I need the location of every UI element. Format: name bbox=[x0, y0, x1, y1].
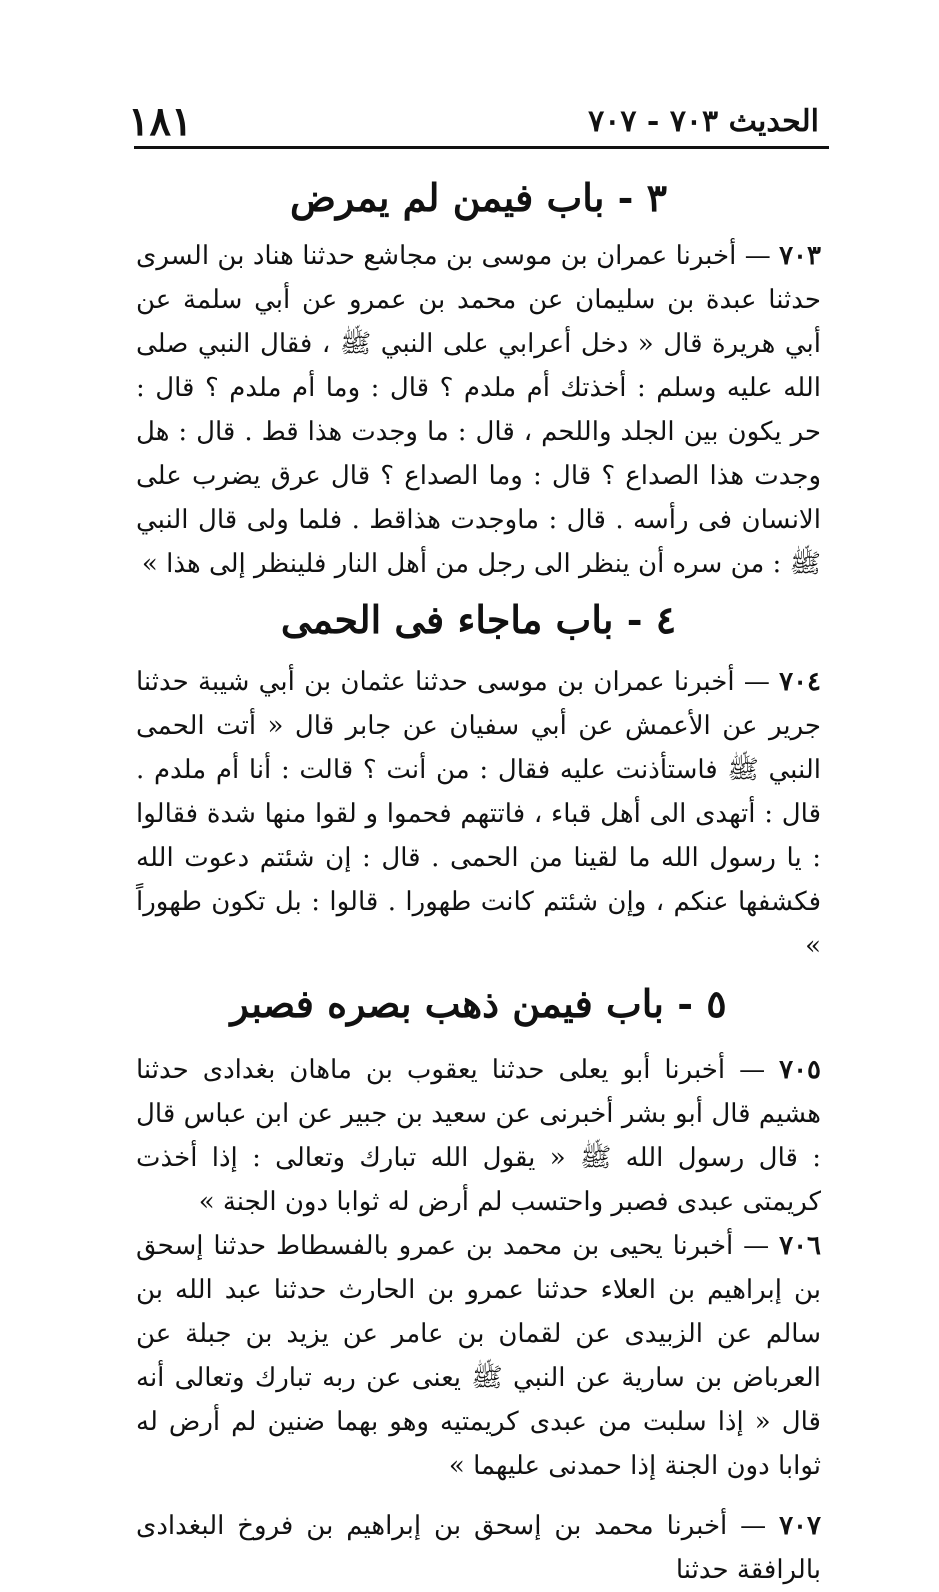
header-divider bbox=[134, 146, 829, 149]
hadith-number: ٧٠٦ bbox=[779, 1231, 822, 1261]
hadith-paragraph bbox=[136, 234, 821, 586]
hadith-text: أخبرنا أبو يعلى حدثنا يعقوب بن ماهان بغدادى حدثنا هشيم قال أبو بشر أخبرنى عن سعيد بن جبير عن ابن عباس قال : قال رسول الله ﷺ « يقول الله تبارك وتعالى : إذا أخذت كريمتى عبدى فصبر واحتسب لم أرض له ثوابا دون الجنة » bbox=[136, 1055, 821, 1217]
chapter-heading: ٥ - باب فيمن ذهب بصره فصبر bbox=[230, 981, 727, 1026]
hadith-number: ٧٠٥ bbox=[779, 1055, 822, 1085]
chapter-heading: ٤ - باب ماجاء فى الحمى bbox=[280, 597, 677, 642]
page-body bbox=[136, 164, 821, 1592]
hadith-text: أخبرنا عمران بن موسى بن مجاشع حدثنا هناد بن السرى حدثنا عبدة بن سليمان عن محمد بن عمرو عن أبي سلمة عن أبي هريرة قال « دخل أعرابي على النبي ﷺ ، فقال النبي صلى الله عليه وسلم : أخذتك أم ملدم ؟ قال : وما أم ملدم ؟ قال : حر يكون بين الجلد واللحم ، قال : ما وجدت هذا قط . قال : هل وجدت هذا الصداع ؟ قال : وما الصداع ؟ قال عرق يضرب على الانسان فى رأسه . قال : ماوجدت هذاقط . فلما ولى قال النبي ﷺ : من سره أن ينظر الى رجل من أهل النار فلينظر إلى هذا » bbox=[136, 241, 821, 579]
hadith-dash: — bbox=[736, 241, 771, 271]
hadith-paragraph bbox=[136, 1048, 821, 1224]
hadith-text: أخبرنا يحيى بن محمد بن عمرو بالفسطاط حدثنا إسحق بن إبراهيم بن العلاء حدثنا عمرو بن الحارث حدثنا عبد الله بن سالم عن الزبيدى عن لقمان بن عامر عن يزيد بن جبلة عن العرباض بن سارية عن النبي ﷺ يعنى عن ربه تبارك وتعالى أنه قال « إذا سلبت من عبدى كريمتيه وهو بهما ضنين لم أرض له ثوابا دون الجنة إذا حمدنى عليهما » bbox=[136, 1231, 821, 1481]
running-header bbox=[128, 92, 819, 144]
hadith-dash: — bbox=[725, 1055, 766, 1085]
hadith-dash: — bbox=[734, 667, 770, 697]
page-number: ١٨١ bbox=[128, 98, 193, 145]
hadith-dash: — bbox=[733, 1231, 770, 1261]
hadith-number: ٧٠٣ bbox=[779, 241, 821, 271]
hadith-paragraph bbox=[136, 660, 821, 968]
hadith-number: ٧٠٧ bbox=[779, 1511, 821, 1541]
hadith-paragraph bbox=[136, 1224, 821, 1488]
hadith-text: أخبرنا عمران بن موسى حدثنا عثمان بن أبي شيبة حدثنا جرير عن الأعمش عن أبي سفيان عن جابر قال « أتت الحمى النبي ﷺ فاستأذنت عليه فقال : من أنت ؟ قالت : أنا أم ملدم . قال : أتهدى الى أهل قباء ، فاتتهم فحموا و لقوا منها شدة فقالوا : يا رسول الله ما لقينا من الحمى . قال : إن شئتم دعوت الله فكشفها عنكم ، وإن شئتم كانت طهورا . قالوا : بل تكون طهوراً » bbox=[136, 667, 821, 961]
running-header-title: الحديث ٧٠٣ - ٧٠٧ bbox=[588, 104, 819, 139]
hadith-paragraph bbox=[136, 1504, 821, 1592]
hadith-number: ٧٠٤ bbox=[779, 667, 822, 697]
hadith-dash: — bbox=[727, 1511, 767, 1541]
chapter-heading: ٣ - باب فيمن لم يمرض bbox=[289, 175, 668, 220]
hadith-text: أخبرنا محمد بن إسحق بن إبراهيم بن فروخ البغدادى بالرافقة حدثنا bbox=[136, 1511, 821, 1585]
